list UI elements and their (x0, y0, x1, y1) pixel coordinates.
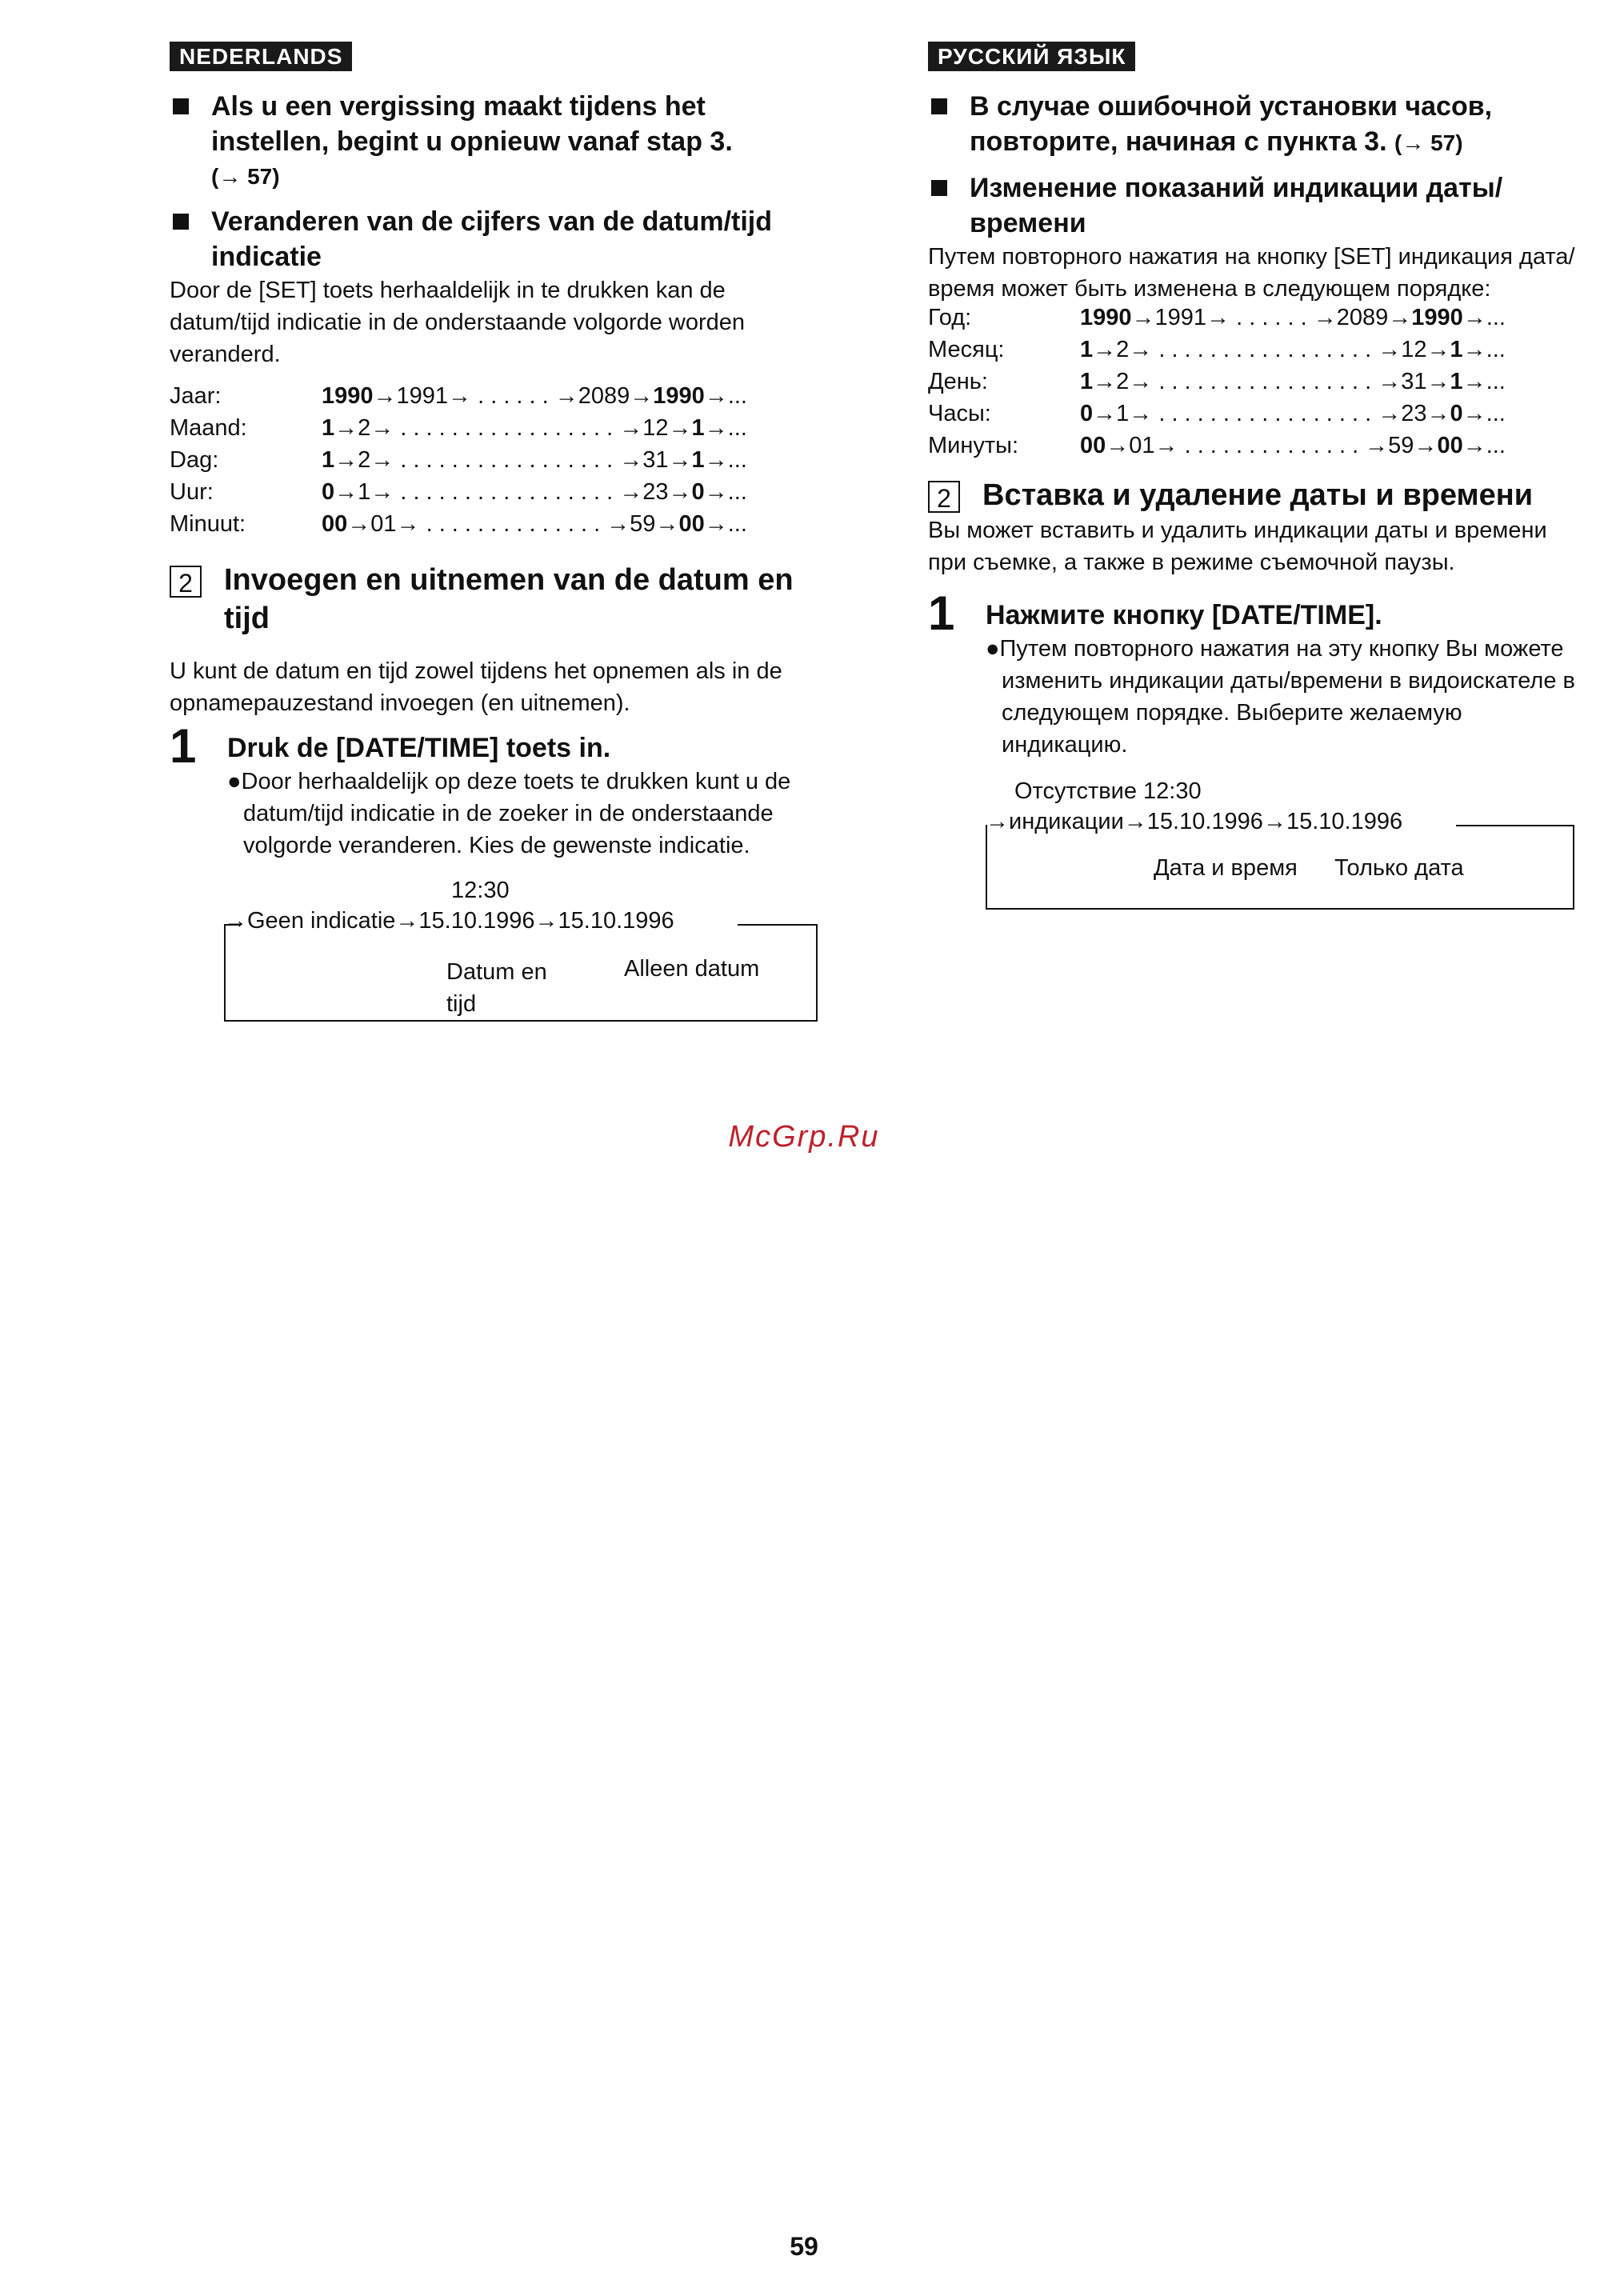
seq-start: 1 (1080, 337, 1094, 362)
ru-page-ref: (→ 57) (1394, 130, 1463, 155)
seq-tail: →... (704, 511, 747, 537)
watermark: McGrp.Ru (728, 1120, 880, 1154)
seq-start: 00 (1080, 433, 1106, 458)
nl-language-tag: NEDERLANDS (170, 42, 352, 71)
table-row (170, 511, 747, 543)
seq-label: День: (928, 369, 988, 394)
square-bullet-icon (173, 98, 189, 114)
ru-diagram-label-datetime: Дата и время (1154, 855, 1298, 881)
seq-tail: →... (1462, 305, 1506, 330)
nl-display-diagram (170, 878, 818, 1038)
seq-mid: →2→ . . . . . . . . . . . . . . . . . →31→ (1093, 369, 1450, 394)
nl-sequence-table (170, 383, 747, 543)
square-bullet-icon (931, 180, 947, 196)
ru-sequence-table (928, 305, 1506, 465)
seq-start: 00 (322, 511, 348, 537)
seq-label: Часы: (928, 401, 991, 426)
seq-tail: →... (704, 415, 747, 441)
page-number: 59 (790, 2232, 818, 2261)
table-row (928, 305, 1506, 337)
nl-diagram-flow: →Geen indicatie→15.10.1996→15.10.1996 (224, 908, 674, 934)
ru-bullet-mistake-text: В случае ошибочной установки часов, повторите, начиная с пункта 3. (970, 91, 1493, 157)
seq-end: 1 (1450, 337, 1463, 362)
ru-bullet-mistake (928, 89, 1584, 161)
ru-diagram-flow: →индикации→15.10.1996→15.10.1996 (986, 809, 1403, 834)
seq-start: 1 (1080, 369, 1094, 394)
seq-end: 00 (1437, 433, 1463, 458)
nl-section2-heading (170, 561, 818, 638)
nl-section2-title: Invoegen en uitnemen van de datum en tijd (224, 563, 794, 635)
ru-intro-paragraph: Путем повторного нажатия на кнопку [SET] индикация дата/время может быть изменена в следующем порядке: (928, 244, 1575, 302)
seq-mid: →01→ . . . . . . . . . . . . . . →59→ (1106, 433, 1438, 458)
nl-diagram-label-date-only: Alleen datum (624, 956, 760, 982)
nl-step-1-body: ●Door herhaaldelijk op deze toets te drukken kunt u de datum/tijd indicatie in de zoeker in de onderstaande volgorde veranderen. Kies de gewenste indicatie. (227, 769, 791, 858)
seq-tail: →... (1462, 337, 1506, 362)
seq-tail: →... (1462, 369, 1506, 394)
seq-label: Месяц: (928, 337, 1005, 362)
nl-diagram-time: 12:30 (451, 878, 510, 903)
square-bullet-icon (931, 98, 947, 114)
seq-start: 1 (322, 415, 335, 441)
seq-start: 0 (1080, 401, 1094, 426)
table-row (170, 479, 747, 511)
seq-label: Dag: (170, 447, 219, 473)
ru-section2-title: Вставка и удаление даты и времени (982, 478, 1534, 512)
seq-mid: →1991→ . . . . . . →2089→ (1131, 305, 1412, 330)
seq-start: 1990 (322, 383, 374, 409)
seq-end: 1990 (1411, 305, 1463, 330)
table-row (170, 383, 747, 415)
seq-tail: →... (704, 383, 747, 409)
table-row (928, 401, 1506, 433)
ru-bullet-change-digits (928, 170, 1584, 241)
nl-intro-paragraph: Door de [SET] toets herhaaldelijk in te drukken kan de datum/tijd indicatie in de onderstaande volgorde worden veranderd. (170, 278, 746, 367)
seq-label: Jaar: (170, 383, 222, 409)
ru-diagram-label-date-only: Только дата (1334, 855, 1464, 881)
table-row (170, 415, 747, 447)
nl-section2-body: U kunt de datum en tijd zowel tijdens het opnemen als in de opnamepauzestand invoegen (en uitnemen). (170, 658, 782, 716)
seq-label: Минуты: (928, 433, 1019, 458)
seq-mid: →2→ . . . . . . . . . . . . . . . . . →12→ (1093, 337, 1450, 362)
seq-tail: →... (1462, 433, 1506, 458)
nl-bullet-mistake-text: Als u een vergissing maakt tijdens het instellen, begint u opnieuw vanaf stap 3. (211, 91, 733, 157)
seq-mid: →01→ . . . . . . . . . . . . . . →59→ (347, 511, 679, 537)
table-row (928, 433, 1506, 465)
ru-section2-body: Вы может вставить и удалить индикации даты и времени при съемке, а также в режиме съемочной паузы. (928, 518, 1547, 575)
seq-tail: →... (704, 447, 747, 473)
seq-mid: →2→ . . . . . . . . . . . . . . . . . →12→ (334, 415, 692, 441)
nl-step-1 (170, 719, 818, 862)
seq-label: Minuut: (170, 511, 246, 537)
nl-bullet-change-digits (170, 204, 818, 274)
nl-step-1-title: Druk de [DATE/TIME] toets in. (227, 733, 611, 763)
seq-label: Год: (928, 305, 972, 330)
ru-language-tag: РУССКИЙ ЯЗЫК (928, 42, 1135, 71)
seq-end: 1990 (653, 383, 705, 409)
table-row (170, 447, 747, 479)
nl-bullet-change-title: Veranderen van de cijfers van de datum/tijd indicatie (211, 206, 773, 272)
nl-column (170, 42, 818, 1038)
seq-start: 1990 (1080, 305, 1132, 330)
ru-section2-heading (928, 476, 1584, 514)
nl-page-ref: (→ 57) (211, 164, 280, 189)
ru-step-1 (928, 586, 1584, 761)
ru-step-1-body: ●Путем повторного нажатия на эту кнопку Вы можете изменить индикации даты/времени в видоискателе в следующем порядке. Выберите желаемую индикацию. (986, 636, 1575, 758)
seq-start: 1 (322, 447, 335, 473)
seq-end: 1 (1450, 369, 1463, 394)
step-number: 1 (170, 719, 197, 773)
seq-mid: →2→ . . . . . . . . . . . . . . . . . →31→ (334, 447, 692, 473)
square-bullet-icon (173, 214, 189, 230)
seq-start: 0 (322, 479, 335, 505)
table-row (928, 369, 1506, 401)
seq-end: 1 (691, 447, 705, 473)
section-number-box: 2 (928, 481, 960, 513)
nl-diagram-label-datetime: Datum en tijd (446, 959, 547, 1017)
seq-mid: →1991→ . . . . . . →2089→ (373, 383, 654, 409)
ru-step-1-title: Нажмите кнопку [DATE/TIME]. (986, 600, 1382, 630)
step-number: 1 (928, 586, 955, 640)
table-row (928, 337, 1506, 369)
seq-end: 00 (678, 511, 705, 537)
seq-label: Maand: (170, 415, 247, 441)
ru-bullet-change-title: Изменение показаний индикации даты/времени (970, 173, 1503, 238)
seq-tail: →... (704, 479, 747, 505)
ru-diagram-top-label: Отсутствие 12:30 (1014, 778, 1202, 804)
seq-end: 0 (1450, 401, 1463, 426)
seq-tail: →... (1462, 401, 1506, 426)
seq-mid: →1→ . . . . . . . . . . . . . . . . . →23→ (1093, 401, 1450, 426)
seq-mid: →1→ . . . . . . . . . . . . . . . . . →23→ (334, 479, 692, 505)
nl-bullet-mistake (170, 89, 818, 194)
seq-end: 1 (691, 415, 705, 441)
section-number-box: 2 (170, 566, 202, 598)
ru-column (928, 42, 1584, 914)
seq-end: 0 (691, 479, 705, 505)
ru-display-diagram (928, 778, 1584, 914)
seq-label: Uur: (170, 479, 214, 505)
